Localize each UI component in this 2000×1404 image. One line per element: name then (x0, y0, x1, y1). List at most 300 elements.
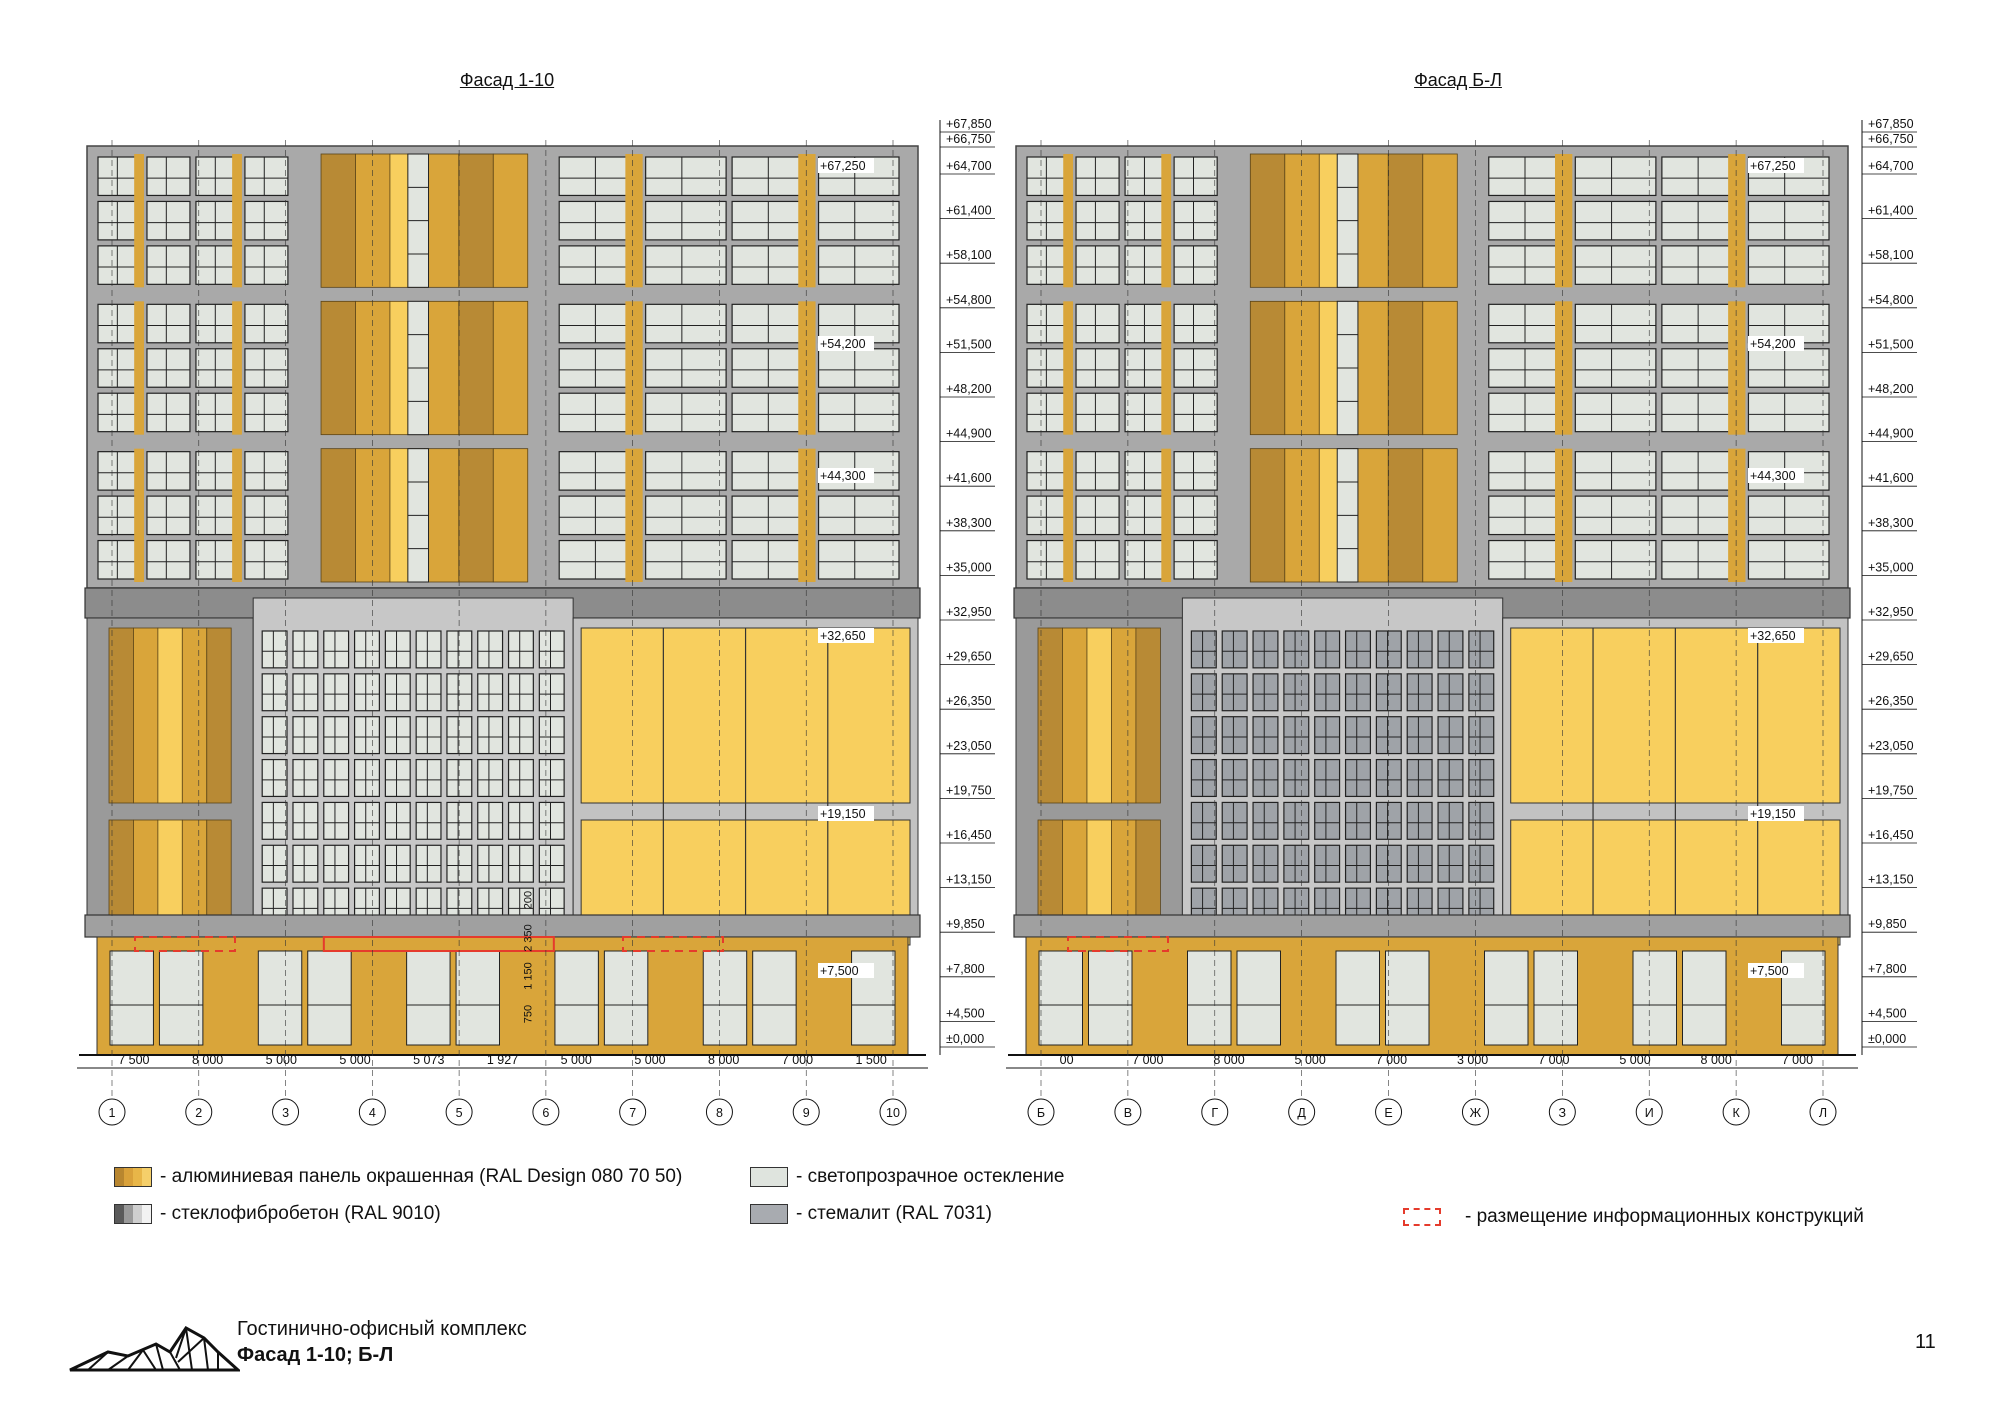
tower-gold-panel (459, 301, 493, 434)
level-label-17: +16,450 (1868, 828, 1914, 842)
facade-title-1-10: Фасад 1-10 (459, 70, 555, 90)
level-label-21: +4,500 (1868, 1006, 1907, 1021)
tower-window (1174, 496, 1217, 534)
tower-window (646, 496, 726, 534)
podium-window (1346, 674, 1371, 711)
legend-glazing-label: - светопрозрачное остекление (796, 1166, 1065, 1187)
podium-window (385, 760, 410, 797)
facade-1-10-drawing (0, 0, 1000, 1140)
tower-window (1575, 393, 1656, 431)
level-label-20: +7,800 (946, 961, 985, 976)
tower-window (147, 496, 190, 534)
podium-window (1222, 717, 1247, 754)
dimension-value-5: 1 927 (486, 1053, 519, 1067)
axis-label-10: 10 (886, 1106, 900, 1120)
inner-mark-1: +54,200 (1750, 337, 1796, 351)
legend-aluminum-label: - алюминиевая панель окрашенная (RAL Design 080 70 50) (160, 1166, 683, 1187)
axis-label-З: З (1558, 1106, 1567, 1120)
ground-entrance-glazing (1534, 951, 1578, 1045)
ground-entrance-glazing (1237, 951, 1281, 1045)
podium-window (1469, 845, 1494, 882)
podium-window (1469, 760, 1494, 797)
tower-window (1174, 246, 1217, 284)
tower-window (646, 157, 726, 195)
dimension-value-7: 5 000 (1619, 1053, 1651, 1067)
level-label-10: +38,300 (946, 515, 992, 530)
podium-window (1222, 845, 1247, 882)
podium-window (539, 631, 564, 668)
axis-label-7: 7 (629, 1106, 637, 1120)
podium-window (262, 845, 287, 882)
tower-gold-fin (798, 449, 815, 582)
podium-window (539, 760, 564, 797)
dimension-value-2: 8 000 (1213, 1053, 1245, 1067)
podium-window (1315, 631, 1340, 668)
podium-gold-panel (109, 628, 133, 803)
tower-window (819, 496, 899, 534)
tower-gold-panel (424, 301, 458, 434)
dimension-value-2: 5 000 (265, 1053, 297, 1067)
podium-window (385, 674, 410, 711)
ground-entrance-glazing (1089, 951, 1133, 1045)
podium-window (1407, 631, 1432, 668)
level-label-8: +44,900 (1868, 426, 1914, 441)
podium-window (1346, 631, 1371, 668)
tower-window (1575, 541, 1656, 579)
tower-gold-panel (1423, 301, 1457, 434)
axis-label-Д: Д (1297, 1106, 1306, 1120)
tower-gold-panel (355, 301, 389, 434)
podium-window (355, 674, 380, 711)
podium-window (293, 802, 318, 839)
podium-window (1284, 760, 1309, 797)
podium-window (1253, 717, 1278, 754)
level-label-3: +61,400 (1868, 203, 1914, 218)
podium-window (262, 674, 287, 711)
tower-gold-panel (459, 154, 493, 287)
inner-mark-3: +32,650 (1750, 629, 1796, 643)
axis-label-И: И (1644, 1106, 1654, 1120)
tower-gold-fin (798, 301, 815, 434)
podium-window (478, 760, 503, 797)
tower-window (1076, 246, 1119, 284)
ground-entrance-glazing (1188, 951, 1232, 1045)
podium-window (1407, 802, 1432, 839)
info-marker-swatch (1403, 1208, 1441, 1226)
small-dim-1: 2 350 (522, 924, 535, 952)
tower-gold-fin (1555, 301, 1572, 434)
level-label-10: +38,300 (1868, 515, 1914, 530)
dimension-value-5: 3 000 (1456, 1053, 1489, 1067)
tower-window (1748, 201, 1829, 239)
podium-window (416, 674, 441, 711)
tower-window (819, 246, 899, 284)
tower-gold-panel (1285, 449, 1319, 582)
tower-gold-panel (1354, 154, 1388, 287)
tower-gold-panel (321, 301, 355, 434)
podium-window (1469, 674, 1494, 711)
podium-window (385, 802, 410, 839)
transfer-band (1014, 915, 1850, 937)
podium-window (1315, 760, 1340, 797)
tower-gold-panel (424, 154, 458, 287)
level-label-22: ±0,000 (1868, 1032, 1907, 1046)
podium-window (1407, 760, 1432, 797)
podium-window (416, 760, 441, 797)
tower-gold-fin (134, 301, 144, 434)
tower-gold-panel (1423, 449, 1457, 582)
tower-window (245, 349, 288, 387)
podium-window (539, 845, 564, 882)
transfer-band (85, 915, 920, 937)
tower-window (1076, 201, 1119, 239)
tower-window (245, 393, 288, 431)
tower-window (819, 393, 899, 431)
tower-window (245, 452, 288, 490)
tower-window (1575, 201, 1656, 239)
level-label-16: +19,750 (946, 783, 992, 798)
tower-gold-fin (1161, 449, 1171, 582)
axis-label-Г: Г (1211, 1106, 1219, 1120)
inner-mark-5: +7,500 (1750, 964, 1789, 978)
level-label-16: +19,750 (1868, 783, 1914, 798)
tower-gold-panel (459, 449, 493, 582)
tower-window (646, 304, 726, 342)
podium-window (1284, 717, 1309, 754)
podium-window (1407, 845, 1432, 882)
tower-window (1076, 541, 1119, 579)
axis-label-8: 8 (715, 1106, 723, 1120)
dimension-value-3: 5 000 (339, 1053, 371, 1067)
tower-gold-panel (321, 449, 355, 582)
axis-label-3: 3 (282, 1106, 290, 1120)
tower-window (147, 201, 190, 239)
podium-window (1438, 631, 1463, 668)
tower-window (245, 541, 288, 579)
podium-window (478, 631, 503, 668)
podium-window (355, 760, 380, 797)
ground-entrance-glazing (1683, 951, 1727, 1045)
dimension-value-6: 5 000 (560, 1053, 592, 1067)
tower-window (1748, 541, 1829, 579)
facade-b-l-drawing (1000, 0, 2000, 1140)
podium-window (385, 631, 410, 668)
level-label-6: +51,500 (946, 337, 992, 352)
tower-window (245, 157, 288, 195)
tower-window (1076, 496, 1119, 534)
axis-label-9: 9 (802, 1106, 810, 1120)
tower-gold-fin (232, 449, 242, 582)
podium-window (1191, 760, 1216, 797)
tower-window (147, 304, 190, 342)
inner-mark-3: +32,650 (820, 629, 866, 643)
legend-stemalit (750, 1203, 992, 1225)
tower-gold-fin (625, 301, 642, 434)
tower-window (1174, 157, 1217, 195)
podium-window (1438, 802, 1463, 839)
glazing-swatch (750, 1167, 788, 1187)
axis-label-Б: Б (1036, 1106, 1046, 1120)
podium-window (324, 802, 349, 839)
level-label-18: +13,150 (1868, 872, 1914, 887)
level-label-19: +9,850 (1868, 917, 1907, 932)
level-label-4: +58,100 (946, 248, 992, 263)
level-label-3: +61,400 (946, 203, 992, 218)
tower-gold-fin (1555, 449, 1572, 582)
podium-window (1253, 845, 1278, 882)
podium-window (1284, 631, 1309, 668)
podium-window (478, 802, 503, 839)
tower-gold-fin (232, 301, 242, 434)
podium-window (539, 674, 564, 711)
tower-window (1575, 452, 1656, 490)
level-label-1: +66,750 (946, 132, 992, 146)
ground-entrance-glazing (456, 951, 499, 1045)
level-label-13: +29,650 (1868, 649, 1914, 664)
podium-window (1191, 802, 1216, 839)
level-label-2: +64,700 (1868, 159, 1914, 173)
inner-mark-5: +7,500 (820, 964, 859, 978)
axis-label-К: К (1732, 1106, 1740, 1120)
level-label-14: +26,350 (946, 694, 992, 709)
podium-window (293, 845, 318, 882)
podium-window (1438, 674, 1463, 711)
tower-window (1174, 349, 1217, 387)
podium-window (1222, 802, 1247, 839)
tower-gold-panel (493, 301, 527, 434)
tower-gold-panel (493, 449, 527, 582)
podium-gold-panel (1087, 628, 1111, 803)
tower-window (1076, 157, 1119, 195)
tower-gold-panel (1250, 301, 1284, 434)
tower-window (147, 349, 190, 387)
podium-window (416, 631, 441, 668)
podium-window (262, 802, 287, 839)
podium-window (1469, 717, 1494, 754)
podium-window (1438, 845, 1463, 882)
level-label-4: +58,100 (1868, 248, 1914, 263)
ground-entrance-glazing (308, 951, 351, 1045)
tower-window (819, 201, 899, 239)
axis-label-5: 5 (455, 1106, 463, 1120)
tower-window (1575, 304, 1656, 342)
tower-window (1174, 393, 1217, 431)
podium-window (509, 760, 534, 797)
tower-gold-panel (1388, 449, 1422, 582)
ground-entrance-glazing (1633, 951, 1677, 1045)
level-label-0: +67,850 (946, 117, 992, 131)
podium-window (324, 845, 349, 882)
tower-gold-fin (798, 154, 815, 287)
small-dim-0: 200 (522, 890, 535, 910)
tower-gold-fin (1161, 301, 1171, 434)
ground-entrance-glazing (1386, 951, 1430, 1045)
ground-entrance-glazing (1485, 951, 1529, 1045)
tower-gold-fin (1063, 449, 1073, 582)
tower-gold-panel (1250, 154, 1284, 287)
axis-label-2: 2 (195, 1106, 203, 1120)
podium-window (355, 631, 380, 668)
ground-entrance-glazing (407, 951, 450, 1045)
level-label-5: +54,800 (1868, 292, 1914, 307)
podium-window (324, 760, 349, 797)
inner-mark-2: +44,300 (820, 469, 866, 483)
axis-label-1: 1 (108, 1106, 116, 1120)
tower-window (819, 541, 899, 579)
podium-window (1253, 631, 1278, 668)
podium-gold-panel (1038, 628, 1062, 803)
podium-gold-panel (207, 628, 231, 803)
dimension-value-9: 7 000 (1781, 1053, 1814, 1067)
project-name: Гостинично-офисный комплекс (237, 1318, 527, 1340)
ground-entrance-glazing (1336, 951, 1380, 1045)
podium-window (478, 674, 503, 711)
podium-window (293, 674, 318, 711)
level-label-20: +7,800 (1868, 961, 1907, 976)
podium-window (1191, 845, 1216, 882)
tower-window (1575, 496, 1656, 534)
ground-entrance-glazing (110, 951, 153, 1045)
tower-gold-fin (1555, 154, 1572, 287)
level-label-8: +44,900 (946, 426, 992, 441)
dimension-value-4: 7 000 (1375, 1053, 1408, 1067)
level-label-2: +64,700 (946, 159, 992, 173)
tower-gold-panel (1388, 301, 1422, 434)
tower-window (1076, 452, 1119, 490)
inner-mark-0: +67,250 (1750, 159, 1796, 173)
tower-window (147, 452, 190, 490)
podium-gold-panel (1062, 628, 1086, 803)
podium-window (509, 674, 534, 711)
level-label-1: +66,750 (1868, 132, 1914, 146)
podium-window (509, 802, 534, 839)
page-number: 11 (1915, 1331, 1936, 1353)
tower-window (1575, 246, 1656, 284)
podium-window (539, 802, 564, 839)
tower-window (147, 393, 190, 431)
level-label-18: +13,150 (946, 872, 992, 887)
axis-label-Е: Е (1384, 1106, 1393, 1120)
podium-window (1222, 760, 1247, 797)
tower-window (1748, 393, 1829, 431)
dimension-value-8: 8 000 (708, 1053, 740, 1067)
dimension-value-3: 5 000 (1294, 1053, 1326, 1067)
tower-window (646, 541, 726, 579)
tower-window (646, 349, 726, 387)
small-dim-2: 1 150 (522, 962, 535, 990)
level-label-22: ±0,000 (946, 1032, 985, 1046)
level-label-9: +41,600 (946, 471, 992, 486)
tower-gold-panel (321, 154, 355, 287)
podium-window (416, 802, 441, 839)
level-label-17: +16,450 (946, 828, 992, 842)
podium-window (1222, 674, 1247, 711)
podium-window (1438, 760, 1463, 797)
tower-window (147, 541, 190, 579)
tower-window (1748, 496, 1829, 534)
dimension-value-9: 7 000 (781, 1053, 814, 1067)
podium-window (1346, 845, 1371, 882)
podium-window (1191, 717, 1216, 754)
tower-window (646, 246, 726, 284)
tower-window (1575, 157, 1656, 195)
tower-window (1174, 541, 1217, 579)
tower-gold-fin (1161, 154, 1171, 287)
podium-window (293, 631, 318, 668)
tower-window (1076, 393, 1119, 431)
axis-label-6: 6 (542, 1106, 550, 1120)
tower-window (147, 157, 190, 195)
inner-mark-4: +19,150 (820, 807, 866, 821)
level-label-21: +4,500 (946, 1006, 985, 1021)
podium-window (1407, 717, 1432, 754)
podium-window (293, 717, 318, 754)
tower-gold-fin (1728, 301, 1745, 434)
podium-window (1284, 674, 1309, 711)
podium-window (1346, 760, 1371, 797)
level-label-12: +32,950 (1868, 605, 1914, 619)
podium-window (478, 717, 503, 754)
tower-window (819, 349, 899, 387)
podium-window (262, 717, 287, 754)
podium-window (1284, 845, 1309, 882)
level-label-7: +48,200 (1868, 382, 1914, 396)
axis-label-Л: Л (1818, 1106, 1828, 1120)
ground-entrance-glazing (159, 951, 202, 1045)
podium-window (262, 631, 287, 668)
podium-window (1315, 802, 1340, 839)
tower-window (1076, 349, 1119, 387)
level-label-15: +23,050 (1868, 738, 1914, 753)
tower-window (1575, 349, 1656, 387)
tower-gold-panel (493, 154, 527, 287)
podium-window (324, 717, 349, 754)
podium-window (324, 631, 349, 668)
podium-gold-panel (1111, 628, 1135, 803)
axis-label-Ж: Ж (1469, 1106, 1482, 1120)
tower-gold-panel (1285, 154, 1319, 287)
ground-entrance-glazing (1039, 951, 1083, 1045)
tower-window (245, 246, 288, 284)
tower-gold-panel (355, 449, 389, 582)
company-logo-icon (68, 1322, 240, 1372)
podium-window (1191, 631, 1216, 668)
podium-window (1407, 674, 1432, 711)
dimension-value-0: 00 (1059, 1053, 1074, 1067)
dimension-value-10: 1 500 (855, 1053, 887, 1067)
axis-label-4: 4 (368, 1106, 376, 1120)
legend-glazing (750, 1166, 1064, 1188)
level-label-11: +35,000 (946, 560, 992, 575)
podium-window (1469, 802, 1494, 839)
podium-window (355, 717, 380, 754)
tower-gold-fin (232, 154, 242, 287)
tower-window (1748, 246, 1829, 284)
tower-gold-fin (1063, 154, 1073, 287)
level-label-19: +9,850 (946, 917, 985, 932)
dimension-value-4: 5 073 (413, 1053, 445, 1067)
dimension-value-1: 7 000 (1132, 1053, 1164, 1067)
podium-window (539, 717, 564, 754)
podium-window (262, 760, 287, 797)
tower-gold-fin (625, 449, 642, 582)
podium-window (1191, 674, 1216, 711)
tower-window (245, 201, 288, 239)
podium-window (478, 845, 503, 882)
legend-stemalit-label: - стемалит (RAL 7031) (796, 1203, 992, 1224)
level-label-7: +48,200 (946, 382, 992, 396)
dimension-value-1: 8 000 (191, 1053, 224, 1067)
